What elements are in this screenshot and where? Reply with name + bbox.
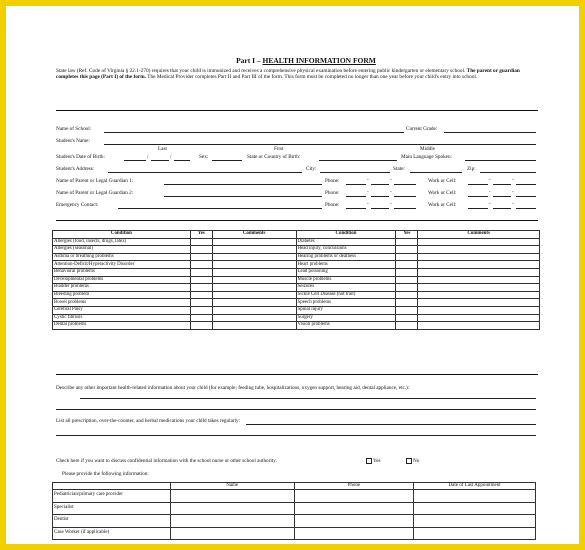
parent1-label: Name of Parent or Legal Guardian 1: (56, 178, 134, 184)
parent2-phone-line[interactable] (394, 196, 416, 197)
condition-comments-cell[interactable] (212, 299, 296, 307)
phone-dash: - (367, 189, 369, 195)
emergency-field[interactable] (118, 208, 322, 209)
condition-comments-cell[interactable] (418, 299, 540, 307)
condition-header: Condition (296, 231, 396, 239)
condition-yes-cell[interactable] (396, 299, 418, 307)
condition-name: Allergies (seasonal) (53, 246, 191, 254)
condition-comments-cell[interactable] (418, 306, 540, 314)
condition-yes-cell[interactable] (190, 284, 212, 292)
address-field[interactable] (108, 172, 302, 173)
last-appointment-header: Date of Last Appointment (414, 483, 536, 490)
condition-yes-cell[interactable] (190, 306, 212, 314)
condition-comments-cell[interactable] (212, 238, 296, 246)
title-prefix: Part I – (236, 56, 263, 65)
emergency-phone-label: Phone: (325, 202, 340, 208)
parent1-work-prefix[interactable] (493, 184, 511, 185)
state-label: State: (393, 166, 405, 172)
provider-name-cell[interactable] (170, 527, 294, 540)
condition-comments-cell[interactable] (212, 306, 296, 314)
parent2-phone-prefix[interactable] (371, 196, 389, 197)
discuss-no-option[interactable] (406, 458, 419, 464)
checkbox-icon[interactable] (366, 458, 372, 464)
parent1-work-label: Work or Cell: (428, 178, 457, 184)
provider-type: Case Worker (if applicable) (53, 527, 171, 540)
medications-question: List all prescription, over-the-counter, and herbal medications your child takes regularly: (56, 418, 241, 424)
emergency-work-line[interactable] (516, 208, 536, 209)
address-label: Student's Address: (56, 166, 95, 172)
sex-label: Sex: (199, 154, 209, 160)
dob-month-field[interactable] (124, 160, 146, 161)
school-name-label: Name of School: (56, 126, 92, 132)
provider-type: Pediatrician/primary care provider (53, 490, 171, 503)
provider-phone-cell[interactable] (294, 490, 414, 503)
provider-appointment-cell[interactable] (414, 515, 536, 528)
describe-answer-line-1[interactable] (80, 398, 536, 399)
condition-comments-cell[interactable] (212, 261, 296, 269)
condition-row (53, 291, 540, 299)
condition-name: Bleeding problem (53, 291, 191, 299)
condition-name: Heart problems (296, 261, 396, 269)
condition-comments-cell[interactable] (418, 246, 540, 254)
parent1-field[interactable] (164, 184, 322, 185)
provider-phone-cell[interactable] (294, 527, 414, 540)
dob-year-field[interactable] (174, 160, 190, 161)
condition-name: Developmental problems (53, 276, 191, 284)
parent1-phone-area[interactable] (346, 184, 366, 185)
conditions-table (52, 230, 540, 330)
state-field[interactable] (410, 172, 462, 173)
condition-name: Sickle Cell Disease (not trait) (296, 291, 396, 299)
parent2-phone-label: Phone: (325, 190, 340, 196)
yes-header: Yes (396, 231, 418, 239)
phone-dash: - (367, 177, 369, 183)
parent2-work-prefix[interactable] (493, 196, 511, 197)
dob-label: Student's Date of Birth: (56, 154, 105, 160)
provider-appointment-cell[interactable] (414, 527, 536, 540)
provider-row (53, 490, 536, 503)
phone-dash: - (367, 201, 369, 207)
condition-yes-cell[interactable] (190, 268, 212, 276)
current-grade-field[interactable] (444, 132, 536, 133)
describe-answer-line-2[interactable] (56, 409, 536, 410)
provider-type: Dentist (53, 515, 171, 528)
parent1-phone-line[interactable] (394, 184, 416, 185)
zip-label: Zip: (467, 166, 476, 172)
phone-dash: - (512, 177, 514, 183)
condition-comments-cell[interactable] (418, 276, 540, 284)
city-label: City: (306, 166, 317, 172)
condition-row (53, 253, 540, 261)
condition-comments-cell[interactable] (418, 261, 540, 269)
conditions-header-row (53, 231, 540, 239)
condition-row (53, 306, 540, 314)
condition-comments-cell[interactable] (418, 268, 540, 276)
form-title (46, 56, 566, 65)
providers-table (52, 482, 536, 540)
condition-yes-cell[interactable] (396, 261, 418, 269)
condition-name: Bladder problems (53, 284, 191, 292)
provider-row (53, 527, 536, 540)
condition-row (53, 238, 540, 246)
medications-answer-line-2[interactable] (56, 435, 536, 436)
provider-name-cell[interactable] (170, 515, 294, 528)
condition-name: Spinal injury (296, 306, 396, 314)
current-grade-label: Current Grade: (406, 126, 438, 132)
condition-comments-cell[interactable] (212, 284, 296, 292)
condition-comments-cell[interactable] (418, 291, 540, 299)
comments-header: Comments (212, 231, 296, 239)
section-rule-conditions (56, 220, 538, 221)
condition-yes-cell[interactable] (190, 253, 212, 261)
provider-row (53, 502, 536, 515)
condition-name: Cystic fibrosis (53, 314, 191, 322)
birth-place-field[interactable] (319, 160, 397, 161)
condition-row (53, 276, 540, 284)
emergency-phone-prefix[interactable] (371, 208, 389, 209)
dob-separator-1: / (147, 154, 149, 160)
condition-yes-cell[interactable] (396, 276, 418, 284)
provider-phone-cell[interactable] (294, 502, 414, 515)
intro-text-1: State law (Ref. Code of Virginia § 22.1-270) requires that your child is immunized and receives a comprehensive physical examination before entering public kindergarten or elementary school. (56, 68, 467, 74)
condition-row (53, 261, 540, 269)
parent1-phone-label: Phone: (325, 178, 340, 184)
emergency-work-label: Work or Cell: (428, 202, 457, 208)
name-middle-caption: Middle (420, 146, 435, 152)
condition-yes-cell[interactable] (190, 322, 212, 330)
provider-row (53, 515, 536, 528)
provider-type: Specialist (53, 502, 171, 515)
providers-blank-header (53, 483, 171, 490)
medications-answer-line-1[interactable] (246, 424, 536, 425)
condition-header: Condition (53, 231, 191, 239)
intro-text-2: The Medical Provider completes Part II and Part III of the form. This form must be completed no longer than one year before your child's entry into school. (146, 74, 478, 81)
name-first-caption: First (274, 146, 284, 152)
condition-name: Attention-Deficit/Hyperactivity Disorder (53, 261, 191, 269)
provider-appointment-cell[interactable] (414, 490, 536, 503)
phone-dash: - (390, 201, 392, 207)
dob-day-field[interactable] (151, 160, 169, 161)
condition-comments-cell[interactable] (418, 314, 540, 322)
condition-row (53, 284, 540, 292)
condition-row (53, 299, 540, 307)
provider-appointment-cell[interactable] (414, 502, 536, 515)
condition-yes-cell[interactable] (396, 291, 418, 299)
condition-yes-cell[interactable] (396, 253, 418, 261)
student-name-field[interactable] (104, 144, 536, 145)
condition-name: Speech problems (296, 299, 396, 307)
condition-name: Cerebral Palsy (53, 306, 191, 314)
condition-name: Head injury, concussions (296, 246, 396, 254)
condition-yes-cell[interactable] (190, 261, 212, 269)
section-rule-top (56, 110, 538, 111)
discuss-yes-label: Yes (373, 458, 381, 465)
intro-paragraph (56, 68, 534, 80)
discuss-yes-option[interactable] (366, 458, 381, 464)
condition-comments-cell[interactable] (212, 253, 296, 261)
condition-name: Surgery (296, 314, 396, 322)
describe-question: Describe any other important health-related information about your child (for example; feeding tube, hospitalizations, oxygen support, hearing aid, dental appliance, etc.): (56, 385, 410, 391)
phone-header: Phone (294, 483, 414, 490)
discuss-no-label: No (413, 458, 420, 465)
condition-name: Lead poisoning (296, 268, 396, 276)
section-rule-questions (56, 374, 538, 375)
condition-name: Seizures (296, 284, 396, 292)
phone-dash: - (489, 201, 491, 207)
form-page (46, 46, 566, 546)
condition-name: Vision problems (296, 322, 396, 330)
provider-phone-cell[interactable] (294, 515, 414, 528)
condition-name: Hearing problems or deafness (296, 253, 396, 261)
condition-comments-cell[interactable] (212, 291, 296, 299)
emergency-work-prefix[interactable] (493, 208, 511, 209)
dob-separator-2: / (170, 154, 172, 160)
condition-row (53, 268, 540, 276)
condition-yes-cell[interactable] (396, 322, 418, 330)
condition-yes-cell[interactable] (396, 284, 418, 292)
emergency-work-area[interactable] (468, 208, 488, 209)
phone-dash: - (489, 177, 491, 183)
provider-name-cell[interactable] (170, 490, 294, 503)
name-header: Name (170, 483, 294, 490)
condition-row (53, 246, 540, 254)
condition-yes-cell[interactable] (190, 314, 212, 322)
parent2-work-label: Work or Cell: (428, 190, 457, 196)
condition-name: Dental problems (53, 322, 191, 330)
discuss-question: Check here if you want to discuss confidential information with the school nurse or other school authority. (56, 458, 277, 464)
condition-comments-cell[interactable] (212, 314, 296, 322)
condition-yes-cell[interactable] (396, 314, 418, 322)
condition-comments-cell[interactable] (418, 253, 540, 261)
phone-dash: - (512, 201, 514, 207)
providers-header-row (53, 483, 536, 490)
main-language-field[interactable] (465, 160, 536, 161)
checkbox-icon[interactable] (406, 458, 412, 464)
parent1-work-area[interactable] (468, 184, 488, 185)
name-last-caption: Last (158, 146, 167, 152)
emergency-phone-area[interactable] (346, 208, 366, 209)
condition-comments-cell[interactable] (418, 238, 540, 246)
condition-yes-cell[interactable] (190, 299, 212, 307)
condition-name: Bowel problems (53, 299, 191, 307)
phone-dash: - (390, 189, 392, 195)
condition-comments-cell[interactable] (212, 322, 296, 330)
condition-comments-cell[interactable] (418, 322, 540, 330)
condition-comments-cell[interactable] (212, 246, 296, 254)
condition-comments-cell[interactable] (212, 268, 296, 276)
condition-yes-cell[interactable] (396, 238, 418, 246)
condition-yes-cell[interactable] (190, 238, 212, 246)
condition-row (53, 314, 540, 322)
parent2-phone-area[interactable] (346, 196, 366, 197)
emergency-label: Emergency Contact: (56, 202, 99, 208)
parent1-work-line[interactable] (516, 184, 536, 185)
condition-name: Allergies (food, insects, drugs, latex) (53, 238, 191, 246)
phone-dash: - (512, 189, 514, 195)
parent2-work-area[interactable] (468, 196, 488, 197)
condition-yes-cell[interactable] (190, 291, 212, 299)
title-main: HEALTH INFORMATION FORM (262, 56, 376, 65)
condition-name: Diabetes (296, 238, 396, 246)
condition-yes-cell[interactable] (396, 246, 418, 254)
condition-yes-cell[interactable] (190, 246, 212, 254)
condition-comments-cell[interactable] (212, 276, 296, 284)
parent1-phone-prefix[interactable] (371, 184, 389, 185)
sex-field[interactable] (212, 160, 242, 161)
condition-yes-cell[interactable] (396, 306, 418, 314)
zip-field[interactable] (480, 172, 536, 173)
emergency-phone-line[interactable] (394, 208, 416, 209)
condition-yes-cell[interactable] (190, 276, 212, 284)
parent2-label: Name of Parent or Legal Guardian 2: (56, 190, 134, 196)
provide-info-label: Please provide the following information: (62, 471, 149, 477)
condition-yes-cell[interactable] (396, 268, 418, 276)
parent2-work-line[interactable] (516, 196, 536, 197)
yes-header: Yes (190, 231, 212, 239)
provider-name-cell[interactable] (170, 502, 294, 515)
school-name-field[interactable] (104, 132, 404, 133)
condition-name: Asthma or breathing problems (53, 253, 191, 261)
phone-dash: - (489, 189, 491, 195)
condition-name: Behavioral problems (53, 268, 191, 276)
main-language-label: Main Language Spoken: (401, 154, 452, 160)
condition-comments-cell[interactable] (418, 284, 540, 292)
intro-text-bold: The parent or guardian completes this page (Part I) of the form. (56, 68, 520, 81)
condition-name: Muscle problems (296, 276, 396, 284)
parent2-field[interactable] (164, 196, 322, 197)
birth-place-label: State or Country of Birth: (247, 154, 301, 160)
comments-header: Comments (418, 231, 540, 239)
phone-dash: - (390, 177, 392, 183)
student-name-label: Student's Name: (56, 138, 90, 144)
city-field[interactable] (320, 172, 390, 173)
condition-row (53, 322, 540, 330)
